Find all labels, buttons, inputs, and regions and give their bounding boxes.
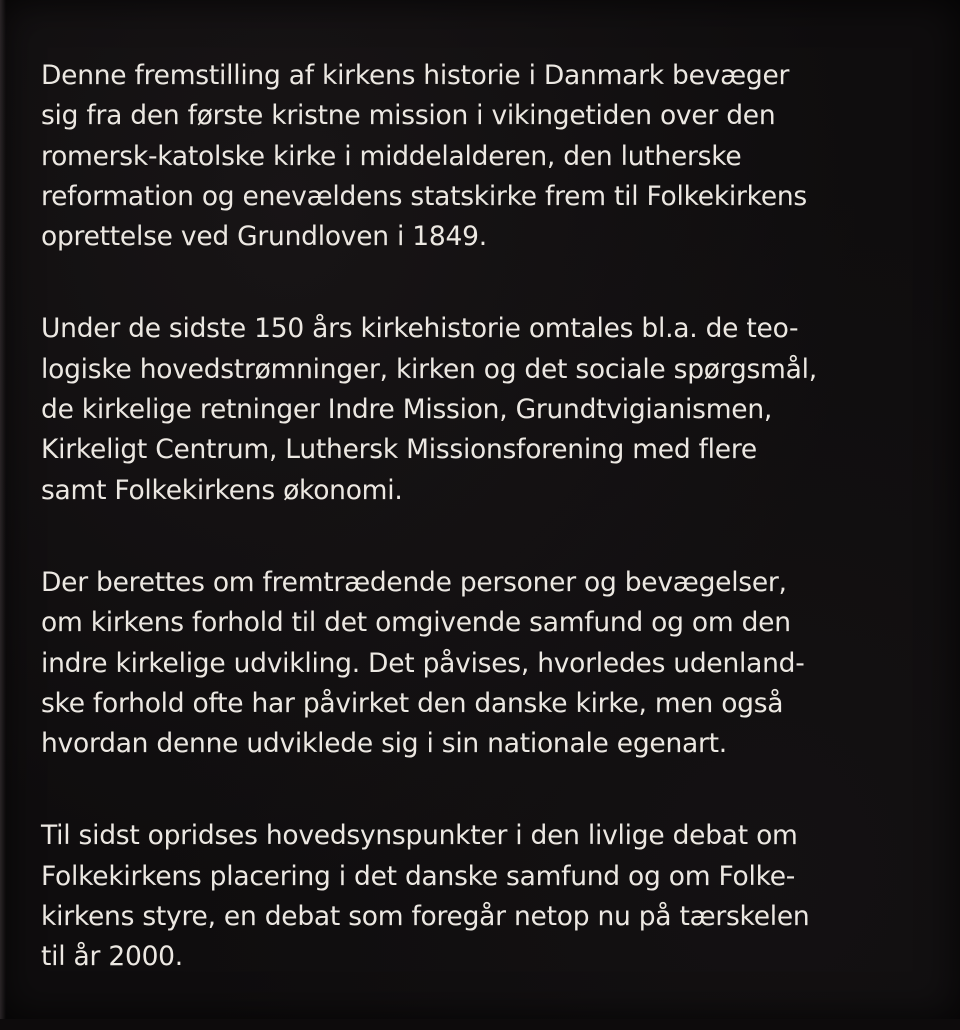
paragraph-recent-history	[41, 309, 941, 510]
text-line: Folkekirkens placering i det danske samfund og om Folke-	[41, 860, 796, 892]
text-line: logiske hovedstrømninger, kirken og det sociale spørgsmål,	[41, 353, 817, 385]
paragraph-debate	[41, 816, 941, 977]
text-line: Kirkeligt Centrum, Luthersk Missionsforening med flere	[41, 434, 757, 466]
text-line: Denne fremstilling af kirkens historie i Danmark bevæger	[41, 60, 790, 91]
text-line: reformation og enevældens statskirke frem til Folkekirkens	[41, 180, 807, 212]
text-line: de kirkelige retninger Indre Mission, Grundtvigianismen,	[41, 394, 773, 426]
text-line: Der berettes om fremtrædende personer og bevægelser,	[41, 566, 787, 598]
paragraph-overview	[41, 56, 941, 257]
cover-edge-shading	[0, 0, 6, 1019]
text-line: hvordan denne udviklede sig i sin nationale egenart.	[41, 728, 727, 760]
text-line: Under de sidste 150 års kirkehistorie omtales bl.a. de teo-	[41, 313, 799, 345]
text-line: indre kirkelige udvikling. Det påvises, hvorledes udenland-	[41, 647, 805, 679]
blurb-text-block	[41, 56, 941, 1030]
text-line: samt Folkekirkens økonomi.	[41, 474, 403, 506]
text-line: kirkens styre, en debat som foregår netop nu på tærskelen	[41, 901, 810, 933]
text-line: sig fra den første kristne mission i vikingetiden over den	[41, 100, 776, 132]
text-line: om kirkens forhold til det omgivende samfund og om den	[41, 607, 791, 639]
text-line: romersk-katolske kirke i middelalderen, den lutherske	[41, 140, 742, 172]
paragraph-persons-movements	[41, 563, 941, 764]
text-line: Til sidst opridses hovedsynspunkter i den livlige debat om	[41, 820, 798, 852]
text-line: ske forhold ofte har påvirket den danske kirke, men også	[41, 687, 784, 719]
text-line: til år 2000.	[41, 941, 183, 973]
text-line: oprettelse ved Grundloven i 1849.	[41, 221, 487, 253]
